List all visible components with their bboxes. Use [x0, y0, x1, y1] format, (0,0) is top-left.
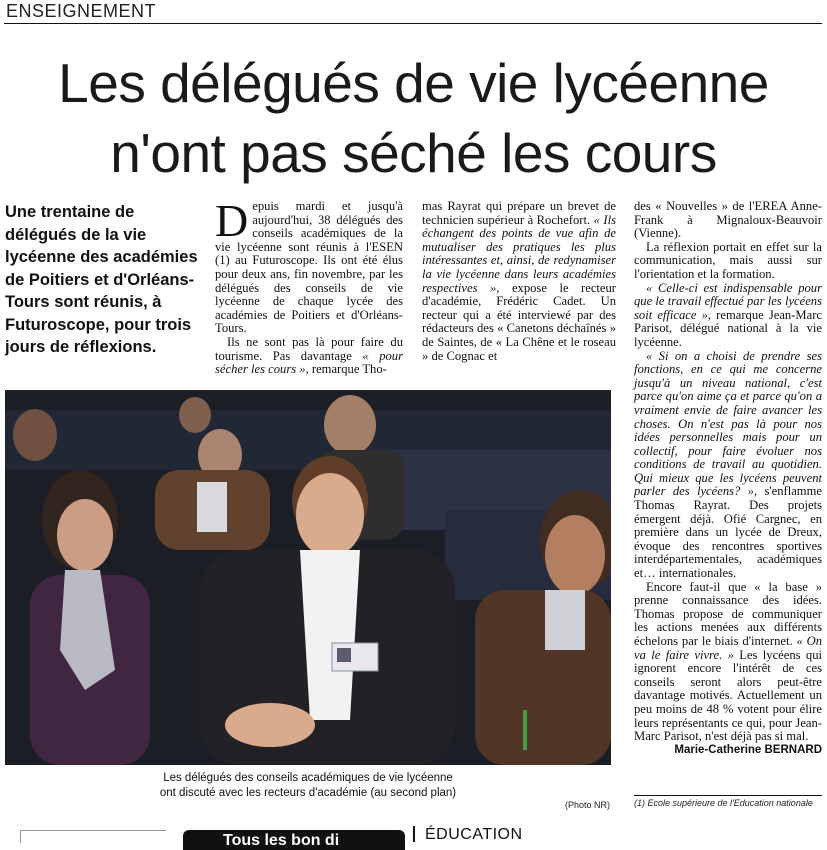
next-section-rubric: ÉDUCATION: [413, 826, 523, 842]
footnote: (1) Ecole supérieure de l'Education nationale: [634, 795, 822, 808]
column-1-quote: « pour sécher les cours »: [215, 348, 403, 377]
column-1-paragraph-2: [215, 336, 403, 377]
drop-cap: D: [215, 195, 249, 246]
headline-line-2: n'ont pas séché les cours: [110, 122, 717, 184]
photo-credit: (Photo NR): [565, 800, 611, 810]
column-3-text-5a: Encore faut-il que « la base » prenne connaissance des idées. Thomas propose de communiquer les actions menées aux différents échelons par le biais d'internet.: [634, 579, 822, 648]
column-2-text-1b: , expose le recteur d'académie, Frédéric Cadet. Un recteur qui a été interviewé par des rédacteurs des « Canetons déchaînés » de Saintes, de « La Chêne et le roseau » de Cognac et: [422, 280, 616, 363]
column-3-text-4b: , s'enflamme Thomas Rayrat. Des projets émergent déjà. Ofié Cargnec, en première dans un lycée de Dreux, évoque des rencontres sportives interdépartementales, académiques et… internationales.: [634, 484, 822, 581]
column-3-quote-1: « Celle-ci est indispensable pour que le travail effectué par les lycéens soit efficace »: [634, 280, 822, 322]
column-1-text-1: epuis mardi et jusqu'à aujourd'hui, 38 délégués des conseils académiques de la vie lycéenne sont réunis à l'ESEN (1) au Futuroscope. Ils ont été élus pour deux ans, fin novembre, par les délégués des conseils de vie lycéenne de chaque lycée des académies de Poitiers et d'Orléans-Tours.: [215, 199, 403, 336]
article-column-3: [634, 200, 822, 757]
column-2-paragraph-1: [422, 200, 616, 363]
column-1-paragraph-1: [215, 195, 403, 336]
column-1-text-2b: , remarque Tho-: [305, 362, 387, 377]
article-column-1: [215, 195, 403, 377]
section-rubric: [4, 0, 822, 24]
column-3-paragraph-5: [634, 581, 822, 744]
article-column-2: [422, 200, 616, 363]
column-3-paragraph-4: [634, 350, 822, 581]
photo-illustration: [5, 390, 611, 765]
rubric-label: ENSEIGNEMENT: [6, 1, 157, 21]
column-3-quote-2: « Si on a choisi de prendre ses fonctions, en ce qui me concerne jusqu'à un niveau national, c'est parce qu'on aime ça et parce qu'on a vraiment envie de faire avancer les choses. On n'est pas là pour nos idées personnelles mais pour un collectif, pour faire évoluer nos conditions de travail au quotidien. Qui mieux que les lycéens peuvent parler des lycéens? »: [634, 348, 822, 499]
next-article-header: Tous les bon di: [183, 830, 405, 850]
column-2-quote: « Ils échangent des points de vue afin de mutualiser des pratiques les plus intéressantes et, ainsi, de redynamiser la vie lycéenne dans leurs académies respectives »: [422, 212, 616, 295]
column-3-paragraph-2: La réflexion portait en effet sur la communication, mais aussi sur l'orientation et la formation.: [634, 239, 822, 281]
column-3-paragraph-1: des « Nouvelles » de l'EREA Anne-Frank à Mignaloux-Beauvoir (Vienne).: [634, 199, 822, 241]
article-photo: [5, 390, 611, 765]
photo-caption: [5, 771, 611, 801]
bottom-frame: [20, 830, 166, 843]
column-3-paragraph-3: [634, 282, 822, 350]
column-3-quote-3: « On va le faire vivre. »: [634, 634, 822, 662]
column-3-text-5b: Les lycéens qui ignorent encore l'intérêt de ces conseils seront alors peut-être davantage motivés. Actuellement un peu moins de 48 % votent pour élire leurs représentants ce qui, pour Jean-Marc Parisot, n'est déjà pas si mal.: [634, 647, 822, 744]
column-1-text-2a: Ils ne sont pas là pour faire du tourisme. Pas davantage: [215, 334, 403, 363]
column-2-text-1a: mas Rayrat qui prépare un brevet de technicien supérieur à Rochefort.: [422, 199, 616, 227]
caption-line-2: ont discuté avec les recteurs d'académie (au second plan): [159, 787, 457, 799]
lead-paragraph: Une trentaine de délégués de la vie lycéenne des académies de Poitiers et d'Orléans-Tours sont réunis, à Futuroscope, pour trois jours de réflexions.: [5, 203, 198, 356]
column-3-text-3b: , remarque Jean-Marc Parisot, délégué national à la vie lycéenne.: [634, 307, 822, 349]
author-signature: Marie-Catherine BERNARD: [674, 743, 822, 756]
headline-line-1: Les délégués de vie lycéenne: [58, 52, 769, 114]
caption-line-1: Les délégués des conseils académiques de vie lycéenne: [163, 772, 453, 784]
headline: [0, 48, 827, 188]
